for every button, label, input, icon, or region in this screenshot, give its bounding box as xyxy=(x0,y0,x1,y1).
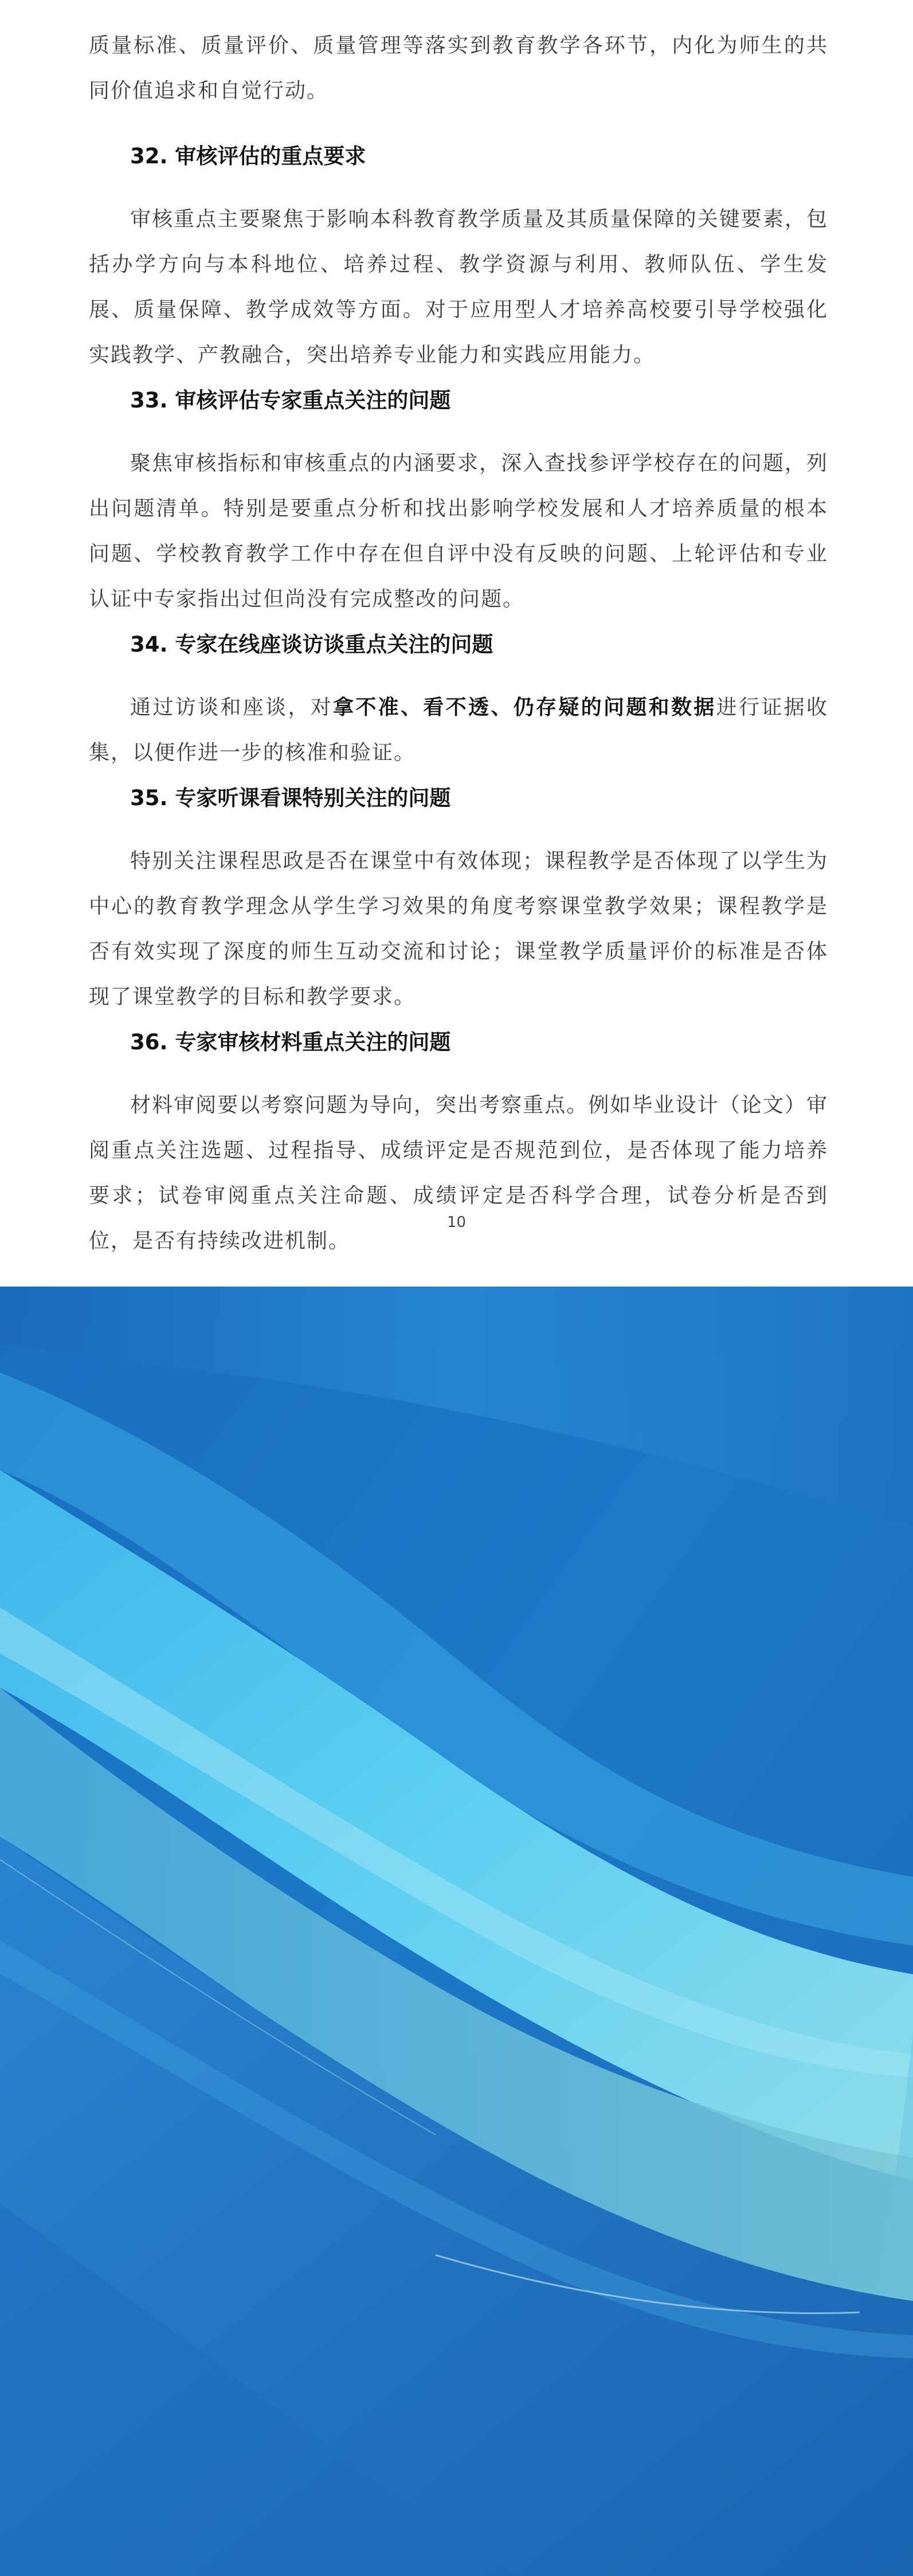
section-body-32: 审核重点主要聚焦于影响本科教育教学质量及其质量保障的关键要素，包括办学方向与本科地位、培养过程、教学资源与利用、教师队伍、学生发展、质量保障、教学成效等方面。对于应用型人才培养高校要引导学校强化实践教学、产教融合，突出培养专业能力和实践应用能力。 xyxy=(89,207,828,367)
section-body-34-bold: 拿不准、看不透、仍存疑的问题和数据 xyxy=(333,696,716,719)
section-body-34 xyxy=(89,685,828,775)
section-heading-35: 35. 专家听课看课特别关注的问题 xyxy=(130,786,451,810)
back-cover xyxy=(0,1287,913,2576)
intro-paragraph: 质量标准、质量评价、质量管理等落实到教育教学各环节，内化为师生的共同价值追求和自觉行动。 xyxy=(89,34,828,103)
document-page xyxy=(0,0,913,1287)
back-cover-artwork xyxy=(0,1287,913,2576)
section-body-34-part-2: 进行证据收集，以便作进一步的核准和验证。 xyxy=(89,696,828,764)
section-body-35: 特别关注课程思政是否在课堂中有效体现；课程教学是否体现了以学生为中心的教育教学理念从学生学习效果的角度考察课堂教学效果；课程教学是否有效实现了深度的师生互动交流和讨论；课堂教学质量评价的标准是否体现了课堂教学的目标和教学要求。 xyxy=(89,849,828,1009)
section-body-34-part-1: 通过访谈和座谈，对 xyxy=(130,696,333,719)
section-body-33: 聚焦审核指标和审核重点的内涵要求，深入查找参评学校存在的问题，列出问题清单。特别是要重点分析和找出影响学校发展和人才培养质量的根本问题、学校教育教学工作中存在但自评中没有反映的问题、上轮评估和专业认证中专家指出过但尚没有完成整改的问题。 xyxy=(89,452,828,611)
section-heading-32: 32. 审核评估的重点要求 xyxy=(130,144,366,168)
section-heading-33: 33. 审核评估专家重点关注的问题 xyxy=(130,388,451,413)
section-body-36: 材料审阅要以考察问题为导向，突出考察重点。例如毕业设计（论文）审阅重点关注选题、过程指导、成绩评定是否规范到位，是否体现了能力培养要求；试卷审阅重点关注命题、成绩评定是否科学合理，试卷分析是否到位，是否有持续改进机制。 xyxy=(89,1093,828,1253)
section-heading-34: 34. 专家在线座谈访谈重点关注的问题 xyxy=(130,632,493,657)
section-heading-36: 36. 专家审核材料重点关注的问题 xyxy=(130,1030,451,1054)
page-content xyxy=(89,23,828,1264)
page-number: 10 xyxy=(446,1214,467,1231)
